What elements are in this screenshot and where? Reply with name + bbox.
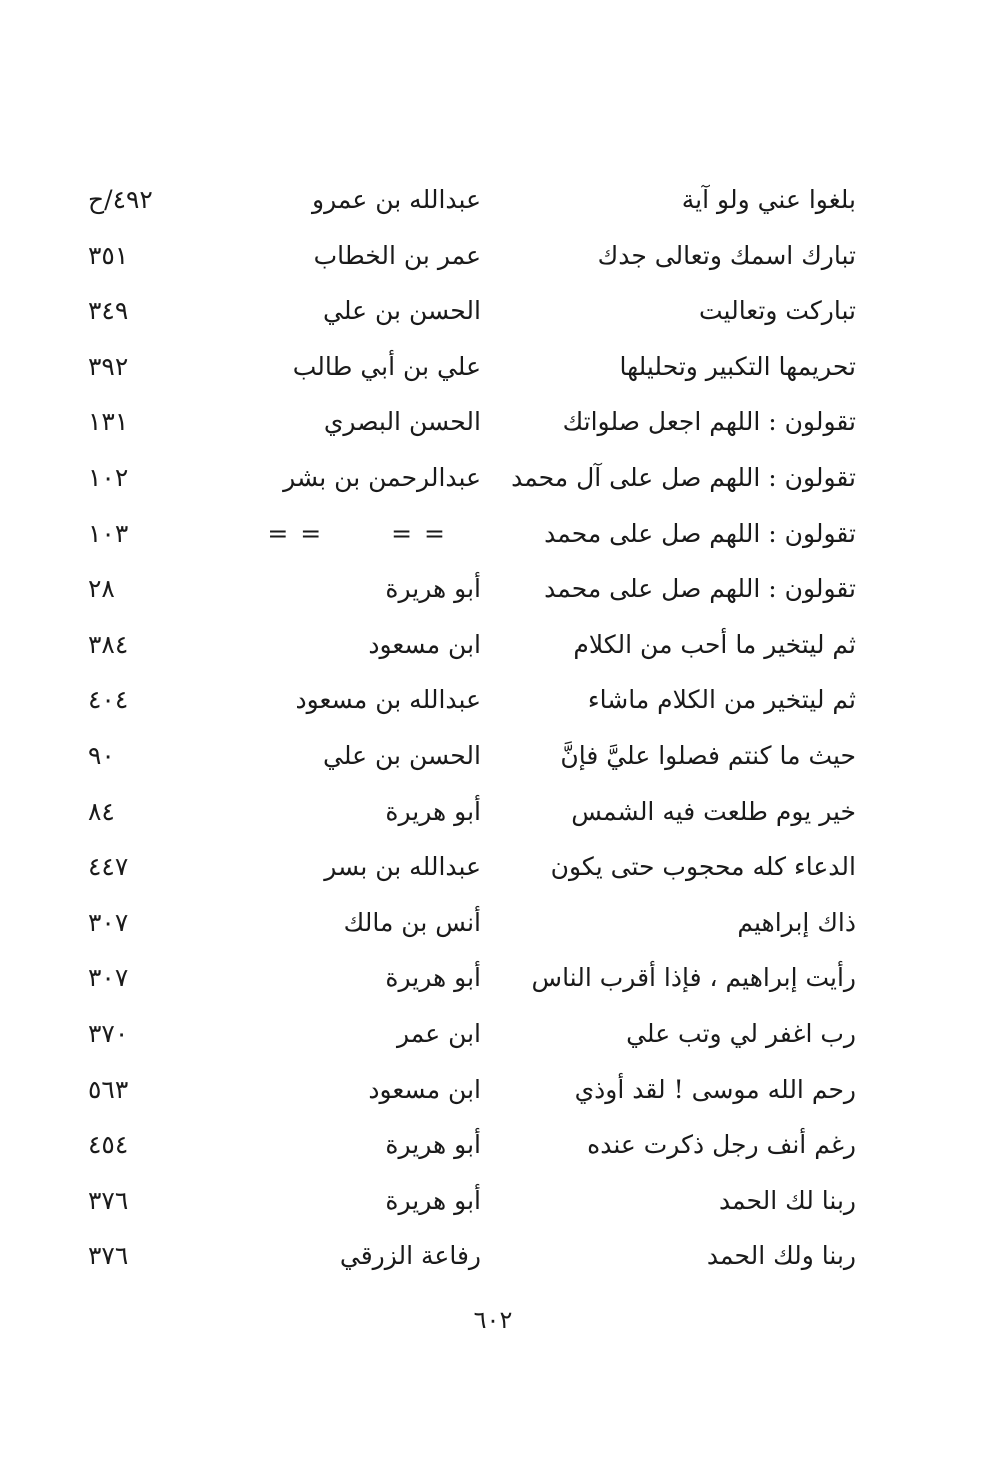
reference-number: ٣٧٦ xyxy=(88,1241,129,1271)
reference-number: ٣٨٤ xyxy=(88,629,129,659)
index-row xyxy=(0,678,986,734)
narrator-name: أبو هريرة xyxy=(385,963,481,993)
narrator-name: أبو هريرة xyxy=(385,1185,481,1215)
ditto-mark-part: = = xyxy=(391,518,447,548)
narrator-name: أبو هريرة xyxy=(385,574,481,604)
page-number: ٦٠٢ xyxy=(473,1306,513,1334)
hadith-phrase: ذاك إبراهيم xyxy=(737,907,856,937)
index-row xyxy=(0,734,986,790)
hadith-phrase: تبارك اسمك وتعالى جدك xyxy=(597,240,856,270)
index-row xyxy=(0,1068,986,1124)
index-row xyxy=(0,456,986,512)
reference-number: ١٣١ xyxy=(88,407,129,437)
hadith-phrase: حيث ما كنتم فصلوا عليَّ فإنَّ xyxy=(560,740,856,770)
hadith-phrase: تحريمها التكبير وتحليلها xyxy=(619,351,856,381)
index-row xyxy=(0,178,986,234)
reference-number: ٣٩٢ xyxy=(88,351,129,381)
narrator-name: الحسن بن علي xyxy=(323,296,481,326)
index-row xyxy=(0,956,986,1012)
index-row xyxy=(0,567,986,623)
reference-number: ١٠٢ xyxy=(88,462,129,492)
reference-number: ٤٤٧ xyxy=(88,852,129,882)
hadith-phrase: رحم الله موسى ! لقد أوذي xyxy=(574,1074,856,1104)
reference-number: ٩٠ xyxy=(88,740,115,770)
reference-number: ٤٥٤ xyxy=(88,1130,129,1160)
narrator-name: أبو هريرة xyxy=(385,796,481,826)
index-row xyxy=(0,1234,986,1290)
hadith-phrase: بلغوا عني ولو آية xyxy=(681,185,856,214)
reference-number: ٣٠٧ xyxy=(88,907,129,937)
reference-number: ٣٥١ xyxy=(88,240,129,270)
hadith-phrase: ثم ليتخير من الكلام ماشاء xyxy=(587,685,856,715)
index-row xyxy=(0,289,986,345)
reference-number: ٣٧٠ xyxy=(88,1018,129,1048)
hadith-phrase: ثم ليتخير ما أحب من الكلام xyxy=(573,629,856,659)
reference-number: ٣٠٧ xyxy=(88,963,129,993)
narrator-name: ابن مسعود xyxy=(368,629,481,659)
index-row xyxy=(0,512,986,568)
reference-number: ١٠٣ xyxy=(88,518,129,548)
hadith-phrase: تباركت وتعاليت xyxy=(698,296,856,326)
index-row xyxy=(0,901,986,957)
index-row xyxy=(0,400,986,456)
narrator-name: أنس بن مالك xyxy=(343,907,481,937)
narrator-name: عبدالله بن بسر xyxy=(324,852,481,882)
index-row xyxy=(0,345,986,401)
hadith-phrase: خير يوم طلعت فيه الشمس xyxy=(571,796,856,826)
hadith-phrase: تقولون : اللهم صل على محمد xyxy=(544,518,856,548)
narrator-name: علي بن أبي طالب xyxy=(292,351,481,381)
ditto-mark-part: = = xyxy=(267,518,324,548)
hadith-phrase: رغم أنف رجل ذكرت عنده xyxy=(587,1130,856,1160)
narrator-name xyxy=(241,512,481,556)
narrator-name: عبدالله بن عمرو xyxy=(312,185,481,214)
narrator-name: ابن مسعود xyxy=(368,1074,481,1104)
reference-number: ٨٤ xyxy=(88,796,115,826)
ditto-mark xyxy=(241,512,481,556)
narrator-name: عبدالرحمن بن بشر xyxy=(283,462,481,492)
reference-number: ٥٦٣ xyxy=(88,1074,129,1104)
narrator-name: أبو هريرة xyxy=(385,1130,481,1160)
hadith-phrase: تقولون : اللهم صل على محمد xyxy=(544,574,856,604)
hadith-phrase: تقولون : اللهم اجعل صلواتك xyxy=(562,407,856,437)
index-row xyxy=(0,1123,986,1179)
index-row xyxy=(0,1179,986,1235)
hadith-phrase: الدعاء كله محجوب حتى يكون xyxy=(550,852,856,882)
reference-number: ٤٩٢/ح xyxy=(88,185,153,214)
hadith-phrase: ربنا لك الحمد xyxy=(718,1185,856,1215)
index-row xyxy=(0,845,986,901)
index-row xyxy=(0,790,986,846)
hadith-phrase: رأيت إبراهيم ، فإذا أقرب الناس xyxy=(531,963,856,993)
narrator-name: ابن عمر xyxy=(396,1018,481,1048)
narrator-name: عبدالله بن مسعود xyxy=(295,685,481,715)
reference-number: ٣٤٩ xyxy=(88,296,129,326)
index-row xyxy=(0,234,986,290)
narrator-name: عمر بن الخطاب xyxy=(313,240,481,270)
reference-number: ٤٠٤ xyxy=(88,685,129,715)
hadith-phrase: ربنا ولك الحمد xyxy=(706,1241,856,1271)
hadith-phrase: تقولون : اللهم صل على آل محمد xyxy=(511,462,856,492)
reference-number: ٢٨ xyxy=(88,574,115,604)
narrator-name: رفاعة الزرقي xyxy=(339,1241,481,1271)
hadith-index-list xyxy=(0,178,986,1290)
reference-number: ٣٧٦ xyxy=(88,1185,129,1215)
narrator-name: الحسن البصري xyxy=(323,407,481,437)
index-row xyxy=(0,1012,986,1068)
index-row xyxy=(0,623,986,679)
hadith-phrase: رب اغفر لي وتب علي xyxy=(626,1018,856,1048)
narrator-name: الحسن بن علي xyxy=(323,740,481,770)
